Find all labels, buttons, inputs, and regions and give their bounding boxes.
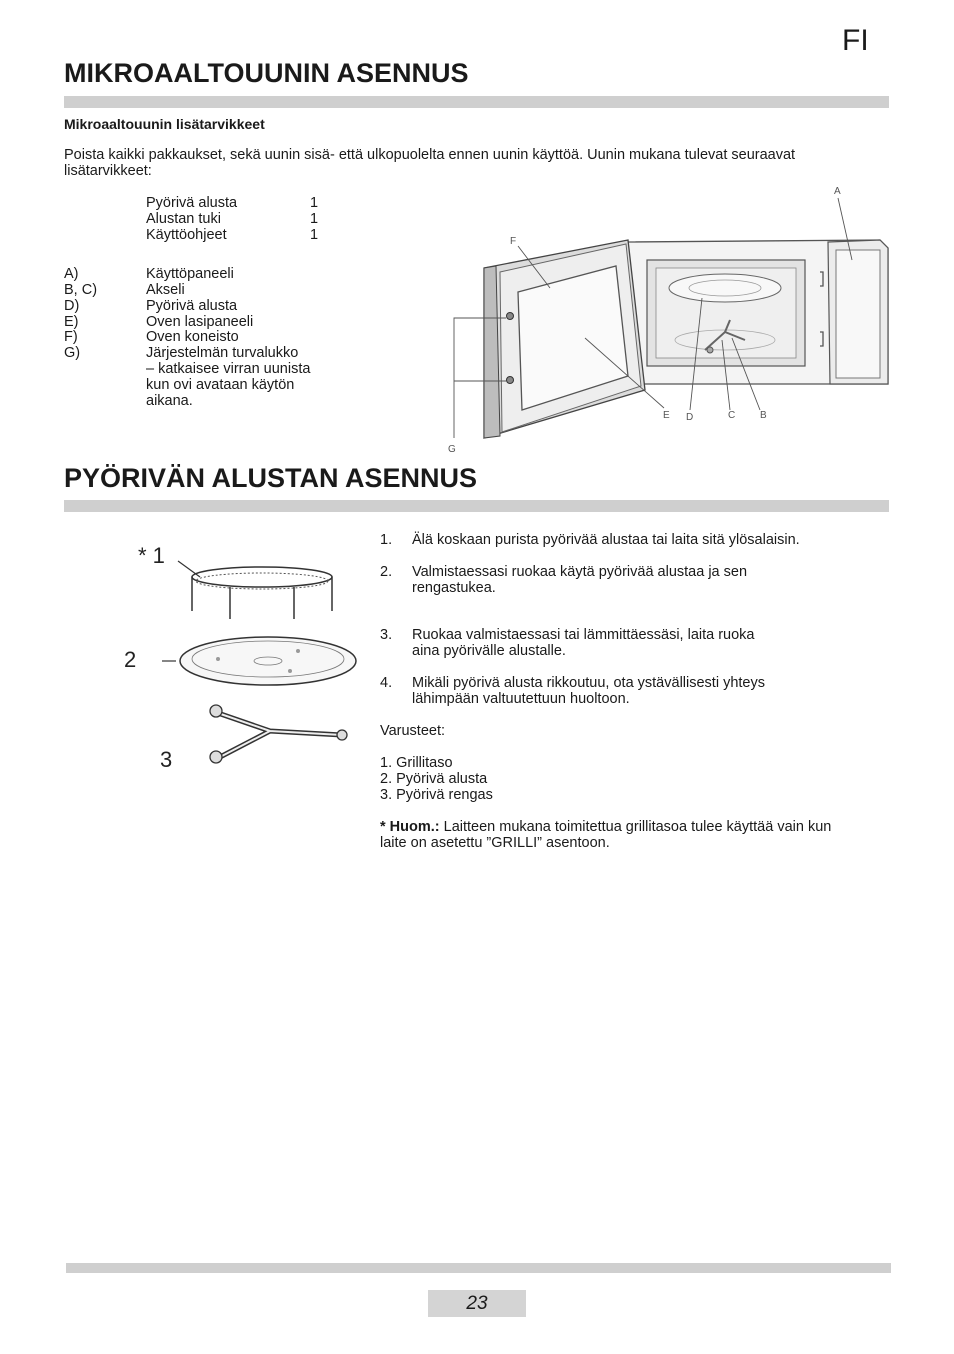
figure-label-1: * 1 <box>138 543 165 568</box>
step-number: 3. <box>380 627 393 643</box>
part-label: Oven koneisto <box>146 329 239 345</box>
part-label-continued: aikana. <box>146 393 193 409</box>
diagram-label-a: A <box>834 186 841 197</box>
part-label: Järjestelmän turvalukko <box>146 345 299 361</box>
diagram-label-e: E <box>663 410 670 421</box>
footer-divider <box>66 1263 891 1273</box>
part-key: E) <box>64 314 79 330</box>
step-text: lähimpään valtuutettuun huoltoon. <box>412 691 630 707</box>
step-number: 2. <box>380 564 393 580</box>
equipment-item: 3. Pyörivä rengas <box>380 787 493 803</box>
part-key: D) <box>64 298 80 314</box>
step-number: 1. <box>380 532 393 548</box>
part-key: F) <box>64 329 78 345</box>
accessories-subtitle: Mikroaaltouunin lisätarvikkeet <box>64 116 265 132</box>
section-divider <box>64 96 889 108</box>
note-label: * Huom.: <box>380 819 440 835</box>
diagram-label-d: D <box>686 412 694 423</box>
note-text-line2: laite on asetettu ”GRILLI” asentoon. <box>380 835 610 851</box>
part-label: Oven lasipaneeli <box>146 314 254 330</box>
intro-text-line1: Poista kaikki pakkaukset, sekä uunin sisä- että ulkopuolelta ennen uunin käyttöä. Uunin mukana tulevat seuraavat <box>64 147 796 163</box>
diagram-label-g: G <box>448 444 456 455</box>
part-label-continued: kun ovi avataan käytön <box>146 377 295 393</box>
step-number: 4. <box>380 675 393 691</box>
diagram-label-c: C <box>728 410 736 421</box>
equipment-item: 1. Grillitaso <box>380 755 453 771</box>
equipment-item: 2. Pyörivä alusta <box>380 771 488 787</box>
language-code: FI <box>842 24 869 57</box>
microwave-diagram <box>440 180 900 460</box>
part-label: Akseli <box>146 282 185 298</box>
part-key: A) <box>64 266 79 282</box>
intro-text-line2: lisätarvikkeet: <box>64 163 152 179</box>
part-label: Käyttöpaneeli <box>146 266 234 282</box>
step-text: Ruokaa valmistaessasi tai lämmittäessäsi, laita ruoka <box>412 627 755 643</box>
accessory-name: Alustan tuki <box>146 211 221 227</box>
accessories-figure <box>120 535 360 785</box>
section-title-turntable: PYÖRIVÄN ALUSTAN ASENNUS <box>64 463 478 493</box>
part-label-continued: – katkaisee virran uunista <box>146 361 311 377</box>
accessory-qty: 1 <box>310 227 319 243</box>
section-divider <box>64 500 889 512</box>
part-label: Pyörivä alusta <box>146 298 238 314</box>
accessory-name: Pyörivä alusta <box>146 195 238 211</box>
part-key: G) <box>64 345 81 361</box>
equipment-title: Varusteet: <box>380 723 446 739</box>
figure-label-2: 2 <box>124 647 137 672</box>
part-key: B, C) <box>64 282 98 298</box>
diagram-label-b: B <box>760 410 767 421</box>
accessory-qty: 1 <box>310 211 319 227</box>
step-text: Valmistaessasi ruokaa käytä pyörivää alustaa ja sen <box>412 564 748 580</box>
diagram-label-f: F <box>510 236 517 247</box>
step-text: Älä koskaan purista pyörivää alustaa tai laita sitä ylösalaisin. <box>412 532 800 548</box>
step-text: Mikäli pyörivä alusta rikkoutuu, ota ystävällisesti yhteys <box>412 675 765 691</box>
figure-label-3: 3 <box>160 747 173 772</box>
step-text: rengastukea. <box>412 580 496 596</box>
accessory-qty: 1 <box>310 195 319 211</box>
step-text: aina pyörivälle alustalle. <box>412 643 566 659</box>
note-text: Laitteen mukana toimitettua grillitasoa tulee käyttää vain kun <box>439 819 832 835</box>
accessory-name: Käyttöohjeet <box>146 227 227 243</box>
section-title-installation: MIKROAALTOUUNIN ASENNUS <box>64 58 469 88</box>
note <box>380 819 831 835</box>
page-number: 23 <box>428 1290 526 1317</box>
